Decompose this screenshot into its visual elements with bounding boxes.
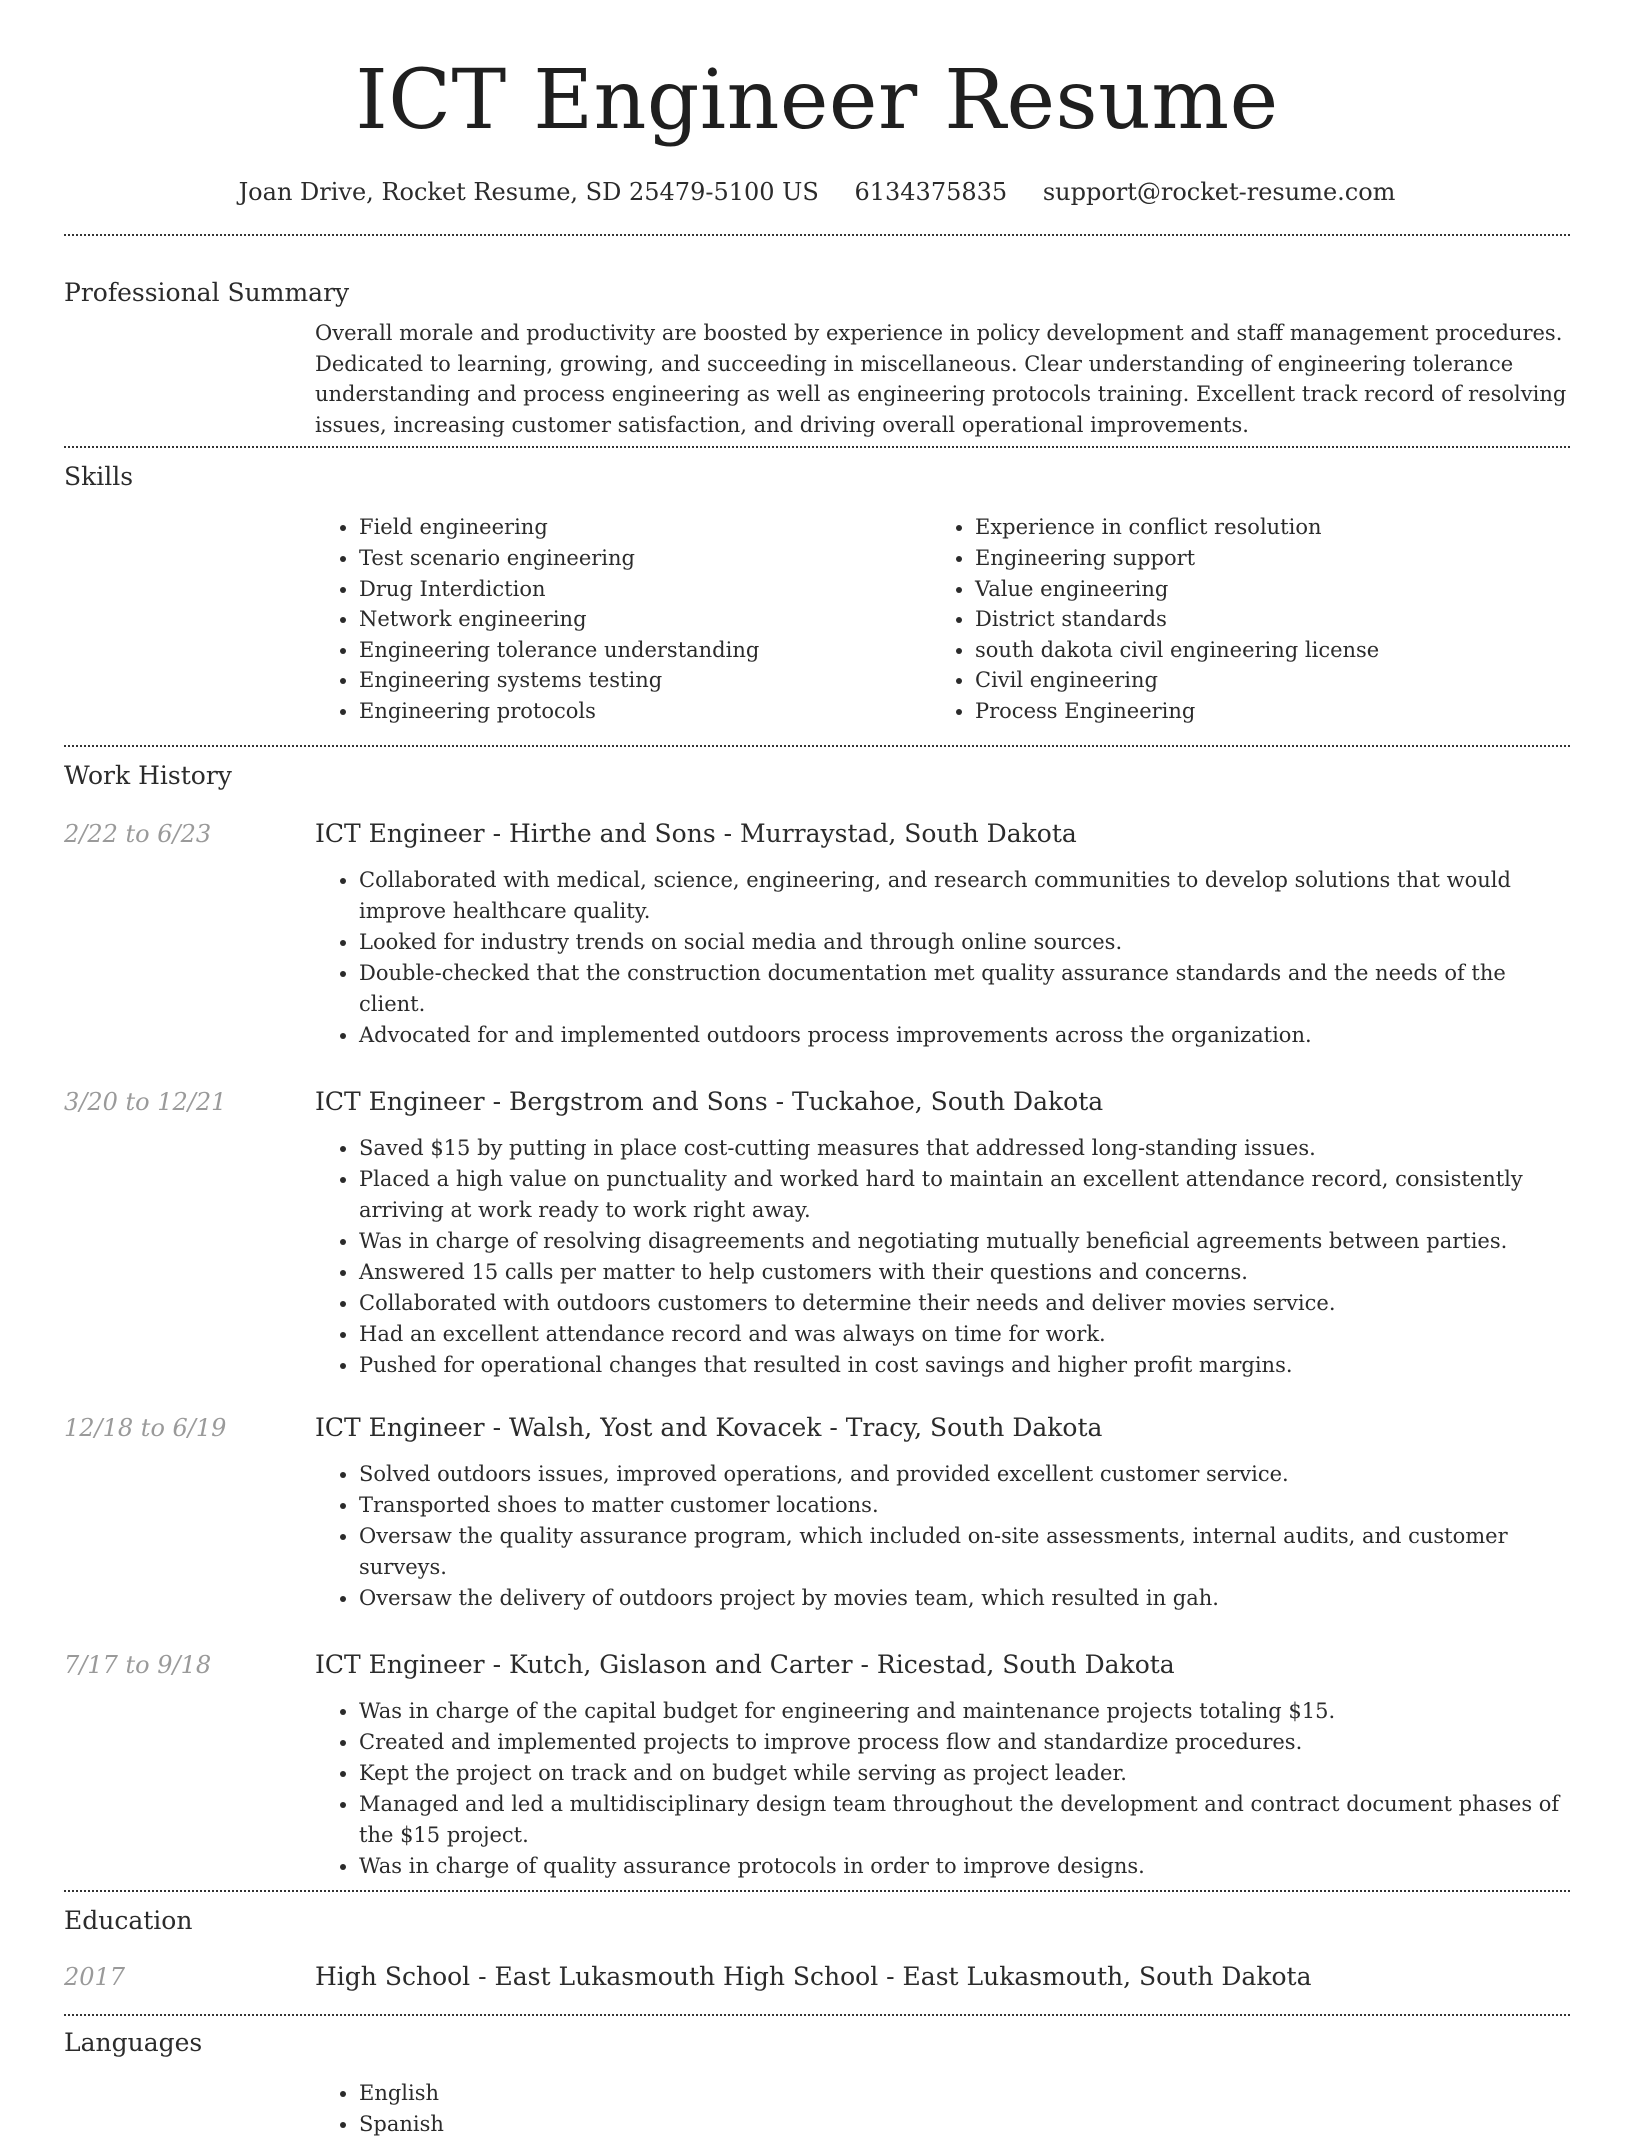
job-title: ICT Engineer - Bergstrom and Sons - Tuckahoe, South Dakota <box>315 1086 1104 1116</box>
job-bullet: • Kept the project on track and on budget while serving as project leader. <box>359 1758 1570 1789</box>
skills-list-right <box>931 512 1547 726</box>
skill-item: • Process Engineering <box>975 696 1547 727</box>
contact-email[interactable]: support@rocket-resume.com <box>1042 178 1396 206</box>
languages-section <box>64 2026 1570 2140</box>
divider <box>64 234 1570 236</box>
job-details <box>315 1696 1570 1882</box>
skill-item: • Field engineering <box>359 512 931 543</box>
job-bullets <box>315 1696 1570 1882</box>
job-title: ICT Engineer - Hirthe and Sons - Murraystad, South Dakota <box>315 818 1077 848</box>
job-bullet: • Placed a high value on punctuality and worked hard to maintain an excellent attendance record, consistently arriving at work ready to work right away. <box>359 1164 1570 1226</box>
job-bullet: • Advocated for and implemented outdoors process improvements across the organization. <box>359 1020 1570 1051</box>
job-bullets <box>315 1459 1570 1614</box>
job-details <box>315 1133 1570 1381</box>
skills-list-left <box>315 512 931 726</box>
job-bullets <box>315 1133 1570 1381</box>
skill-item: • Engineering tolerance understanding <box>359 635 931 666</box>
skill-item: • Civil engineering <box>975 665 1547 696</box>
job-bullet: • Managed and led a multidisciplinary design team throughout the development and contract document phases of the $15 project. <box>359 1789 1570 1851</box>
job-bullets <box>315 865 1570 1051</box>
language-item: • Spanish <box>359 2109 1570 2140</box>
divider <box>64 745 1570 747</box>
divider <box>64 446 1570 448</box>
divider <box>64 1890 1570 1892</box>
summary-section <box>64 276 1570 440</box>
skills-section <box>64 460 1570 726</box>
job-bullet: • Oversaw the quality assurance program, which included on-site assessments, internal audits, and customer surveys. <box>359 1521 1570 1583</box>
job-bullet: • Double-checked that the construction documentation met quality assurance standards and the needs of the client. <box>359 958 1570 1020</box>
job-bullet: • Collaborated with outdoors customers to determine their needs and deliver movies service. <box>359 1288 1570 1319</box>
job-entry <box>64 817 1570 1051</box>
job-bullet: • Collaborated with medical, science, engineering, and research communities to develop solutions that would improve healthcare quality. <box>359 865 1570 927</box>
skill-item: • Experience in conflict resolution <box>975 512 1547 543</box>
job-bullet: • Was in charge of resolving disagreements and negotiating mutually beneficial agreements between parties. <box>359 1226 1570 1257</box>
skills-columns <box>315 512 1570 726</box>
job-date: 7/17 to 9/18 <box>64 1650 212 1679</box>
job-entry <box>64 1085 1570 1381</box>
job-title: ICT Engineer - Walsh, Yost and Kovacek - Tracy, South Dakota <box>315 1412 1103 1442</box>
job-bullet: • Transported shoes to matter customer locations. <box>359 1490 1570 1521</box>
skill-item: • Drug Interdiction <box>359 574 931 605</box>
skill-item: • Value engineering <box>975 574 1547 605</box>
work-history-heading: Work History <box>64 760 232 790</box>
languages-list-wrap <box>315 2078 1570 2140</box>
skill-item: • District standards <box>975 604 1547 635</box>
job-bullet: • Looked for industry trends on social media and through online sources. <box>359 927 1570 958</box>
skill-item: • south dakota civil engineering license <box>975 635 1547 666</box>
job-entry <box>64 1648 1570 1882</box>
skill-item: • Engineering systems testing <box>359 665 931 696</box>
skills-heading: Skills <box>64 462 134 492</box>
job-date: 2/22 to 6/23 <box>64 819 212 848</box>
language-item: • English <box>359 2078 1570 2109</box>
job-title: ICT Engineer - Kutch, Gislason and Carter - Ricestad, South Dakota <box>315 1649 1175 1679</box>
education-heading: Education <box>64 1905 193 1935</box>
education-date: 2017 <box>64 1962 126 1991</box>
contact-line <box>64 176 1570 208</box>
languages-heading: Languages <box>64 2027 203 2057</box>
skill-item: • Engineering support <box>975 543 1547 574</box>
job-bullet: • Created and implemented projects to improve process flow and standardize procedures. <box>359 1727 1570 1758</box>
languages-list <box>315 2078 1570 2140</box>
job-date: 12/18 to 6/19 <box>64 1413 227 1442</box>
education-entry <box>64 1960 1570 1994</box>
summary-heading: Professional Summary <box>64 278 350 307</box>
summary-text: Overall morale and productivity are boosted by experience in policy development and staff management procedures. Dedicated to learning, growing, and succeeding in miscellaneous. Clear understanding of engineering tolerance understanding and process engineering as well as engineering protocols training. Excellent track record of resolving issues, increasing customer satisfaction, and driving overall operational improvements. <box>315 321 1567 437</box>
job-bullet: • Saved $15 by putting in place cost-cutting measures that addressed long-standing issues. <box>359 1133 1570 1164</box>
job-details <box>315 865 1570 1051</box>
job-bullet: • Answered 15 calls per matter to help customers with their questions and concerns. <box>359 1257 1570 1288</box>
skill-item: • Test scenario engineering <box>359 543 931 574</box>
resume-title: ICT Engineer Resume <box>355 53 1279 148</box>
resume-page <box>64 0 1570 2140</box>
job-bullet: • Had an excellent attendance record and was always on time for work. <box>359 1319 1570 1350</box>
work-history-section <box>64 759 1570 1882</box>
job-bullet: • Was in charge of the capital budget for engineering and maintenance projects totaling $15. <box>359 1696 1570 1727</box>
job-bullet: • Was in charge of quality assurance protocols in order to improve designs. <box>359 1851 1570 1882</box>
skill-item: • Network engineering <box>359 604 931 635</box>
job-bullet: • Pushed for operational changes that resulted in cost savings and higher profit margins. <box>359 1350 1570 1381</box>
skill-item: • Engineering protocols <box>359 696 931 727</box>
job-date: 3/20 to 12/21 <box>64 1087 227 1116</box>
education-title: High School - East Lukasmouth High School - East Lukasmouth, South Dakota <box>315 1961 1312 1991</box>
contact-phone: 6134375835 <box>854 178 1008 206</box>
job-bullet: • Oversaw the delivery of outdoors project by movies team, which resulted in gah. <box>359 1583 1570 1614</box>
job-bullet: • Solved outdoors issues, improved operations, and provided excellent customer service. <box>359 1459 1570 1490</box>
divider <box>64 2014 1570 2016</box>
job-entry <box>64 1411 1570 1614</box>
job-details <box>315 1459 1570 1614</box>
contact-address: Joan Drive, Rocket Resume, SD 25479-5100 US <box>238 178 819 206</box>
education-section <box>64 1904 1570 1994</box>
